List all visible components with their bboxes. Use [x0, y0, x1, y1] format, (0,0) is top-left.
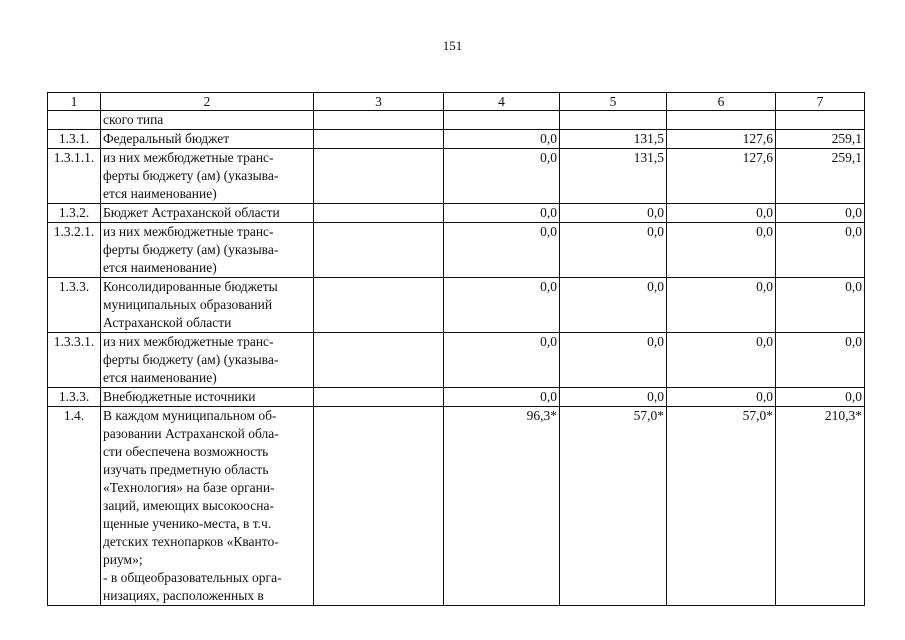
row-col7 — [776, 111, 865, 130]
row-col7: 0,0 — [776, 278, 865, 333]
header-cell-7: 7 — [776, 93, 865, 111]
row-col6: 127,6 — [667, 149, 776, 204]
table-row — [48, 149, 865, 204]
header-cell-3: 3 — [314, 93, 444, 111]
row-col6: 0,0 — [667, 388, 776, 407]
row-col6: 0,0 — [667, 223, 776, 278]
table-row — [48, 130, 865, 149]
budget-table — [47, 92, 865, 606]
row-col4 — [444, 111, 560, 130]
table-row — [48, 204, 865, 223]
row-col6: 57,0* — [667, 407, 776, 606]
row-col5: 0,0 — [560, 333, 667, 388]
row-code: 1.3.2. — [48, 204, 101, 223]
row-col7: 0,0 — [776, 204, 865, 223]
table-row — [48, 407, 865, 606]
row-name: В каждом муниципальном об- разовании Астраханской обла- сти обеспечена возможность изучать предметную область «Технология» на базе органи- заций, имеющих высокоосна- щенные ученико-места, в т.ч. детских технопарков «Кванто- риум»; - в общеобразовательных орга- низациях, расположенных в — [101, 407, 314, 606]
table-row — [48, 388, 865, 407]
page-number: 151 — [442, 38, 463, 53]
row-col5: 0,0 — [560, 223, 667, 278]
row-code — [48, 111, 101, 130]
row-col3 — [314, 388, 444, 407]
row-col3 — [314, 278, 444, 333]
row-name: Бюджет Астраханской области — [101, 204, 314, 223]
row-col4: 0,0 — [444, 149, 560, 204]
row-col5 — [560, 111, 667, 130]
row-col5: 131,5 — [560, 130, 667, 149]
row-code: 1.3.3. — [48, 388, 101, 407]
table-row — [48, 223, 865, 278]
row-col4: 0,0 — [444, 278, 560, 333]
row-col3 — [314, 130, 444, 149]
row-code: 1.4. — [48, 407, 101, 606]
header-cell-5: 5 — [560, 93, 667, 111]
row-col5: 0,0 — [560, 278, 667, 333]
header-cell-1: 1 — [48, 93, 101, 111]
table-row — [48, 111, 865, 130]
row-col5: 0,0 — [560, 204, 667, 223]
row-col4: 0,0 — [444, 130, 560, 149]
row-col6: 0,0 — [667, 278, 776, 333]
header-cell-4: 4 — [444, 93, 560, 111]
row-code: 1.3.1.1. — [48, 149, 101, 204]
row-col4: 0,0 — [444, 223, 560, 278]
header-cell-6: 6 — [667, 93, 776, 111]
row-col3 — [314, 333, 444, 388]
row-col4: 96,3* — [444, 407, 560, 606]
row-code: 1.3.1. — [48, 130, 101, 149]
row-col5: 0,0 — [560, 388, 667, 407]
row-col3 — [314, 223, 444, 278]
row-name: Внебюджетные источники — [101, 388, 314, 407]
table-row — [48, 333, 865, 388]
row-col3 — [314, 149, 444, 204]
row-col7: 210,3* — [776, 407, 865, 606]
table-row — [48, 278, 865, 333]
row-code: 1.3.2.1. — [48, 223, 101, 278]
row-col7: 259,1 — [776, 130, 865, 149]
row-code: 1.3.3.1. — [48, 333, 101, 388]
row-col6: 0,0 — [667, 204, 776, 223]
row-col4: 0,0 — [444, 204, 560, 223]
row-col7: 0,0 — [776, 223, 865, 278]
row-name: Федеральный бюджет — [101, 130, 314, 149]
row-col6: 0,0 — [667, 333, 776, 388]
row-name: Консолидированные бюджеты муниципальных образований Астраханской области — [101, 278, 314, 333]
row-name: из них межбюджетные транс- ферты бюджету (ам) (указыва- ется наименование) — [101, 223, 314, 278]
row-col7: 259,1 — [776, 149, 865, 204]
row-name: ского типа — [101, 111, 314, 130]
header-cell-2: 2 — [101, 93, 314, 111]
header-row — [48, 93, 865, 111]
row-col4: 0,0 — [444, 333, 560, 388]
row-col5: 57,0* — [560, 407, 667, 606]
row-col7: 0,0 — [776, 333, 865, 388]
row-col6 — [667, 111, 776, 130]
row-code: 1.3.3. — [48, 278, 101, 333]
row-name: из них межбюджетные транс- ферты бюджету (ам) (указыва- ется наименование) — [101, 149, 314, 204]
row-col6: 127,6 — [667, 130, 776, 149]
row-col7: 0,0 — [776, 388, 865, 407]
row-col5: 131,5 — [560, 149, 667, 204]
row-col4: 0,0 — [444, 388, 560, 407]
row-col3 — [314, 111, 444, 130]
row-col3 — [314, 407, 444, 606]
row-name: из них межбюджетные транс- ферты бюджету (ам) (указыва- ется наименование) — [101, 333, 314, 388]
row-col3 — [314, 204, 444, 223]
